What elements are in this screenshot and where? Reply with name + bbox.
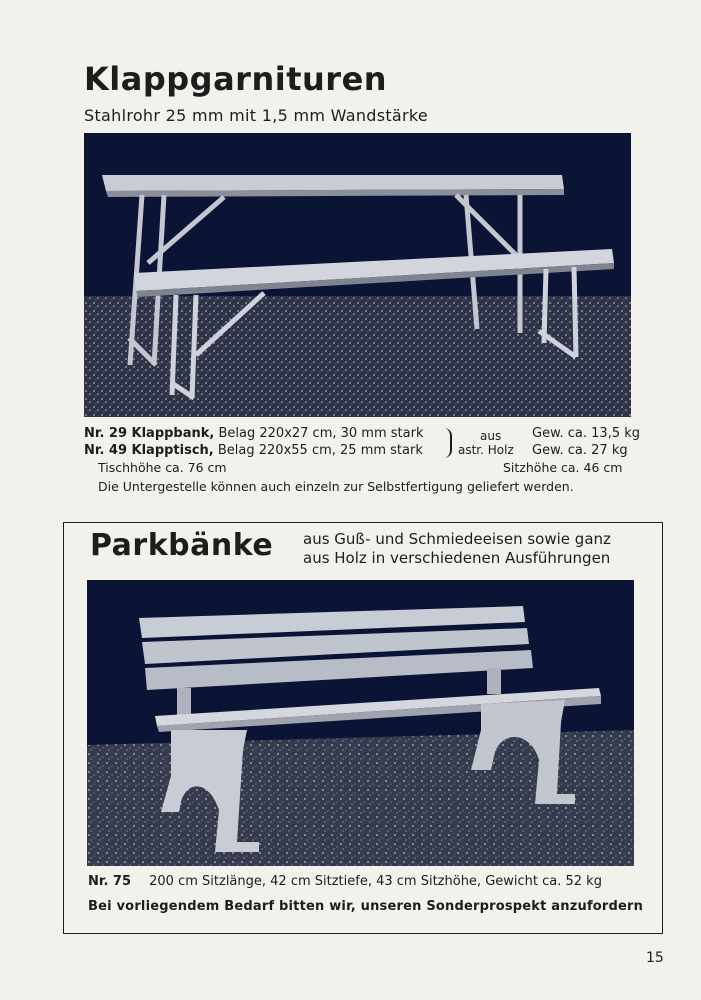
item-75-description: 200 cm Sitzlänge, 42 cm Sitztiefe, 43 cm Sitzhöhe, Gewicht ca. 52 kg (149, 874, 602, 889)
title-klappgarnituren: Klappgarnituren (84, 60, 388, 98)
item-29-weight: Gew. ca. 13,5 kg (532, 426, 641, 441)
title-parkbaenke: Parkbänke (90, 528, 274, 563)
request-prospectus: Bei vorliegendem Bedarf bitten wir, unseren Sonderprospekt anzufordern (88, 899, 644, 914)
photo-park-bench (87, 580, 634, 866)
item-29-row (84, 426, 423, 441)
subtitle-steel-tube: Stahlrohr 25 mm mit 1,5 mm Wandstärke (84, 106, 429, 125)
material-aus: aus (480, 429, 502, 443)
page-number: 15 (646, 950, 664, 966)
material-holz: astr. Holz (458, 443, 514, 457)
note-frames: Die Untergestelle können auch einzeln zur Selbstfertigung geliefert werden. (98, 479, 574, 494)
parkbaenke-desc-2: aus Holz in verschiedenen Ausführungen (303, 549, 611, 567)
item-49-number: Nr. 49 Klapptisch, (84, 443, 214, 458)
item-29-description: Belag 220x27 cm, 30 mm stark (218, 426, 424, 441)
item-75-number: Nr. 75 (88, 874, 131, 889)
item-49-row (84, 443, 423, 458)
item-49-description: Belag 220x55 cm, 25 mm stark (217, 443, 423, 458)
seat-height: Sitzhöhe ca. 46 cm (503, 460, 623, 475)
item-29-number: Nr. 29 Klappbank, (84, 426, 215, 441)
parkbaenke-desc-1: aus Guß- und Schmiedeeisen sowie ganz (303, 530, 611, 548)
item-75-row (88, 874, 602, 889)
brace-symbol (444, 428, 452, 458)
table-height: Tischhöhe ca. 76 cm (98, 460, 227, 475)
photo-folding-set (84, 133, 631, 417)
item-49-weight: Gew. ca. 27 kg (532, 443, 628, 458)
